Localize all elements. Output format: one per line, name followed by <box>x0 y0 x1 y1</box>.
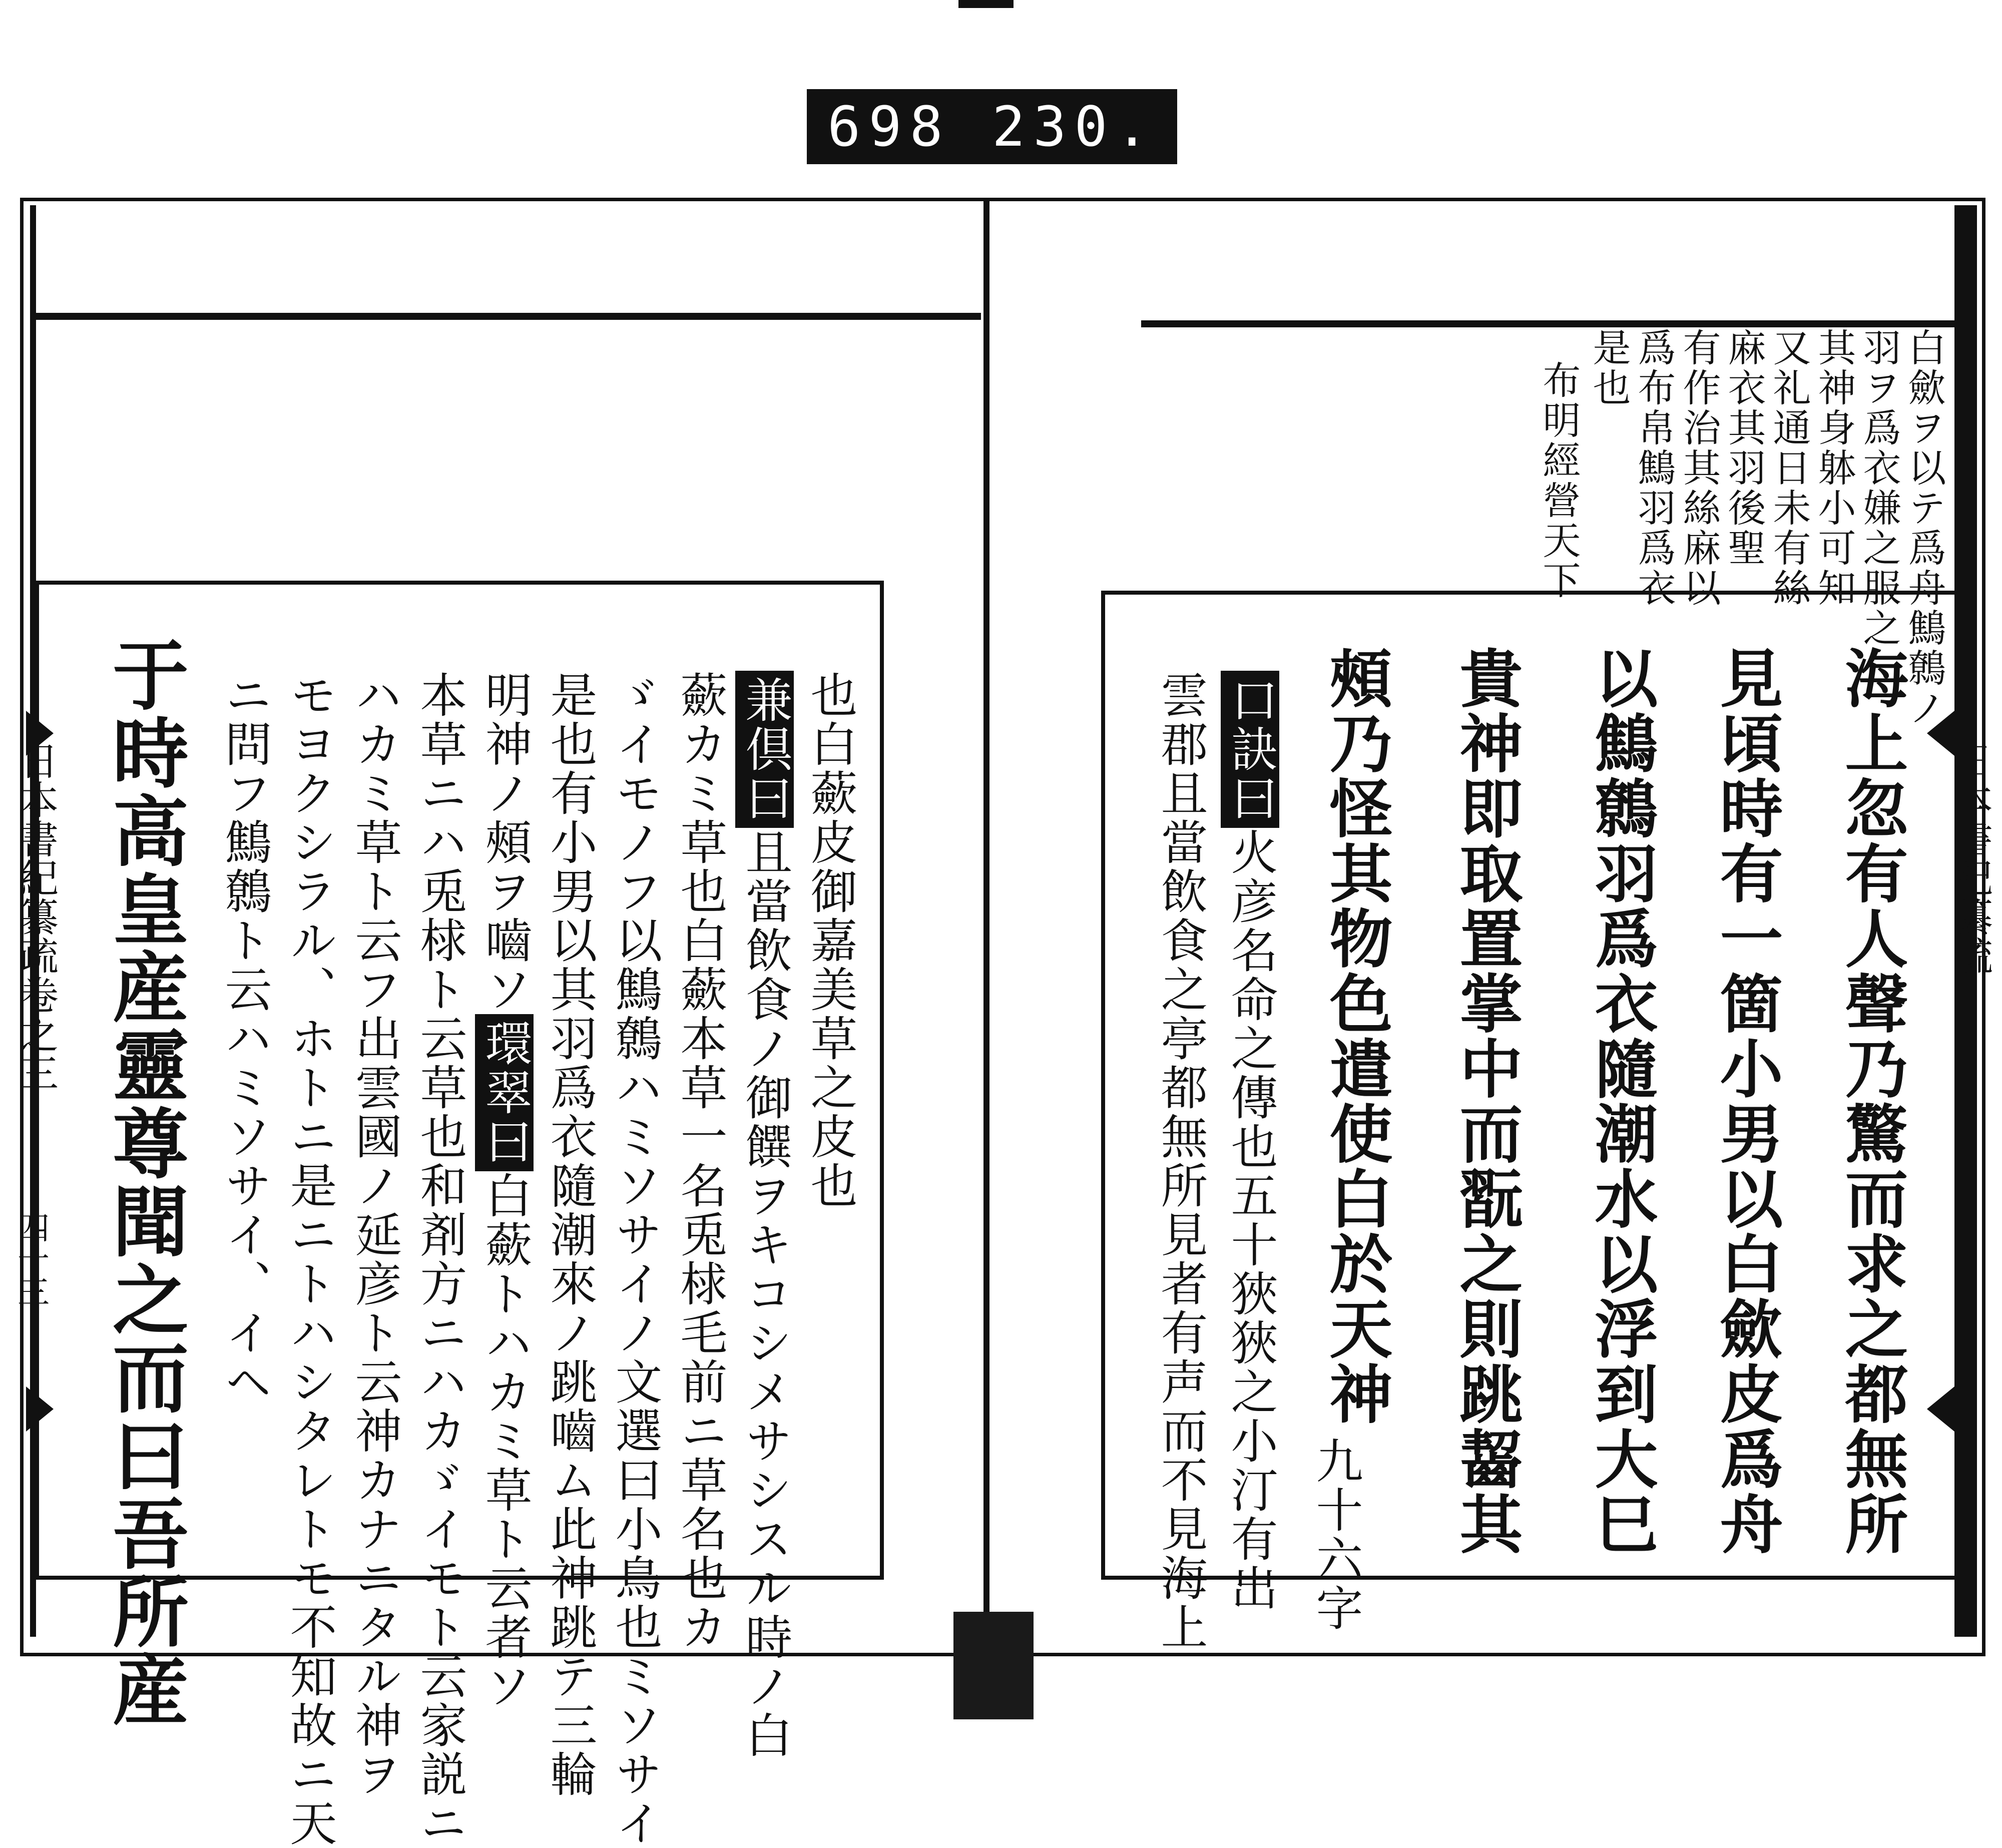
page-top-mark <box>958 0 1014 8</box>
commentary-column: 且當飲食ノ御饌ヲキコシメサシスル時ノ白 <box>737 828 792 1760</box>
left-header-rule <box>35 313 981 320</box>
commentary-column: ゞイモノフ以鷦鷯ハミソサイノ文選曰小鳥也ミソサイ <box>607 671 662 1848</box>
main-text-column: 以鷦鷯羽爲衣隨潮水以浮到大巳 <box>1585 646 1659 1557</box>
character-count: 九十六字 <box>1308 1437 1362 1633</box>
right-header-rule <box>1141 320 1962 327</box>
header-note-column: 又礼通日未有絲 <box>1767 328 1811 608</box>
commentary-column: 本草ニハ兎梂ト云草也和剤方ニハカゞイモト云家説ニ <box>412 671 466 1848</box>
header-note-column: 其神身躰小可知 <box>1812 328 1856 608</box>
ryoken-label: 環翠曰 <box>475 1014 534 1171</box>
main-text-column: 貴神即取置掌中而翫之則跳齧其 <box>1449 646 1524 1557</box>
commentary-column: モヨクシラル、ホトニ是ニトハシタレトモ不知故ニ天 <box>282 671 336 1848</box>
kuketsu-text: 雲郡且當飲食之亭都無所見者有声而不見海上 <box>1153 671 1207 1652</box>
archive-label <box>807 89 1177 164</box>
left-margin-page-number: 四十三 <box>12 1211 49 1307</box>
header-note-column: 有作治其絲麻以 <box>1677 328 1721 608</box>
kuketsu-label: 口訣曰 <box>1221 671 1279 828</box>
ryoken-text: 白蘝トハカミ草ト云者ソ <box>477 1171 532 1711</box>
main-text-column: 于時高皇産靈尊聞之而曰吾所産 <box>100 636 190 1729</box>
commentary-column: 蘝カミ草也白蘝本草一名兎梂毛前ニ草名也カ <box>672 671 727 1652</box>
main-text-column: 海上忽有人聲乃驚而求之都無所 <box>1835 646 1909 1557</box>
header-note-column: 布明經營天下 <box>1537 360 1581 601</box>
main-text-column: 見頃時有一箇小男以白歛皮爲舟 <box>1710 646 1784 1557</box>
left-margin-title: 日本書紀纂疏卷之三 <box>13 741 58 1092</box>
right-margin-title: 日本書紀纂疏 <box>1947 741 1992 975</box>
margin-marker-icon <box>26 711 54 756</box>
kenkyo-label: 兼倶曰 <box>735 671 794 828</box>
margin-marker-icon <box>26 1387 54 1432</box>
spine-shadow <box>953 1612 1034 1719</box>
main-text-column: 頰乃怪其物色遣使白於天神 <box>1319 646 1393 1427</box>
header-note-column: 羽ヲ爲衣嫌之服之 <box>1857 328 1901 648</box>
header-note-column: 麻衣其羽後聖 <box>1722 328 1766 568</box>
kuketsu-text: 火彦名命之傳也五十狹狹之小汀有出 <box>1223 828 1277 1613</box>
commentary-column: 也白蘝皮御嘉美草之皮也 <box>802 671 857 1210</box>
commentary-column: ニ問フ鷦鷯ト云ハミソサイ、イヘ <box>217 671 271 1407</box>
header-note-column: 爲布帛鷦羽爲衣 <box>1632 328 1676 608</box>
commentary-column: 明神ノ頰ヲ嚙ソ <box>477 671 532 1014</box>
header-note-column: 白歛ヲ以テ爲舟鷦鷯ノ <box>1902 328 1946 728</box>
header-note-column: 是也 <box>1587 328 1631 408</box>
margin-marker-icon <box>1927 1387 1954 1432</box>
commentary-column: ハカミ草ト云フ出雲國ノ延彦ト云神カナニタル神ヲ <box>347 671 401 1799</box>
book-spine <box>983 198 989 1719</box>
commentary-column: 是也有小男以其羽爲衣隨潮來ノ跳嚙ム此神跳テ三輪 <box>542 671 597 1799</box>
label-right-number: 230. <box>991 95 1157 159</box>
label-left-number: 698 <box>827 95 951 159</box>
